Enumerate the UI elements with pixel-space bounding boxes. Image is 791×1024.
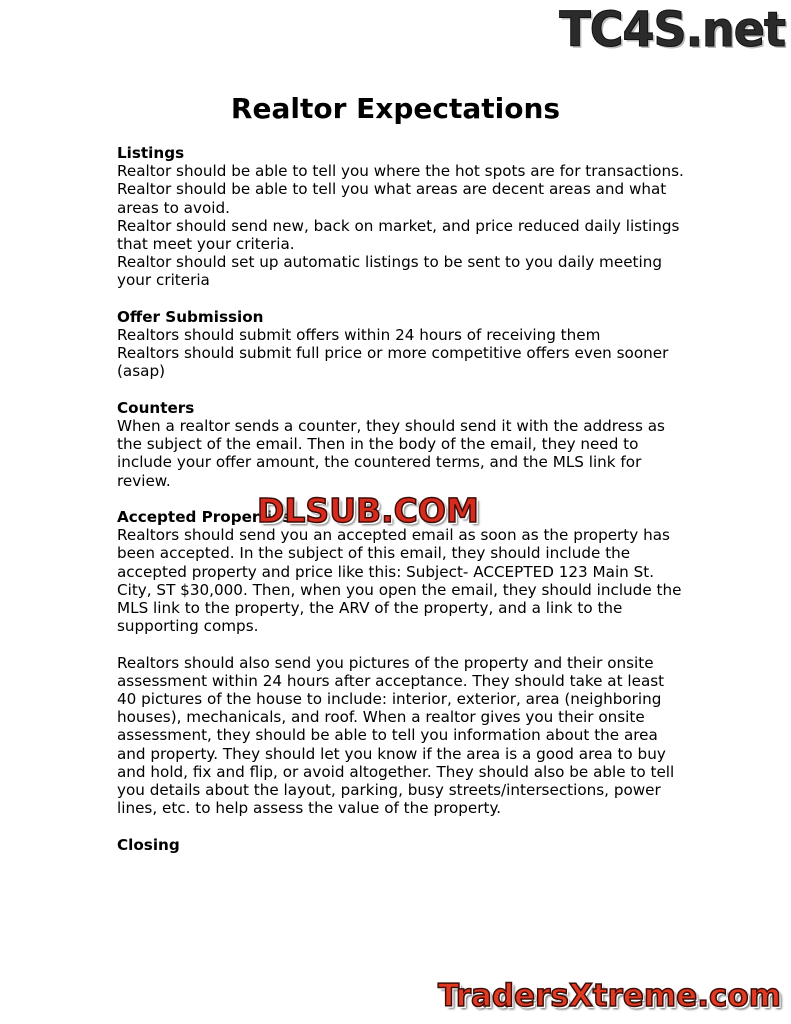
section-listings xyxy=(117,144,687,290)
section-heading-closing: Closing xyxy=(117,835,180,854)
section-heading-listings: Listings xyxy=(117,144,185,162)
listings-paragraph-2: Realtor should be able to tell you what areas are decent areas and what areas to avoid. xyxy=(117,180,667,217)
section-heading-accepted-properties: Accepted Properties xyxy=(117,508,292,527)
dlsub-watermark: DLSUB.COM xyxy=(257,491,479,530)
listings-paragraph-1: Realtor should be able to tell you where the hot spots are for transactions. xyxy=(117,162,684,181)
section-heading-offer-submission: Offer Submission xyxy=(117,307,264,326)
section-offer-submission xyxy=(117,308,687,381)
section-accepted-properties xyxy=(117,508,687,817)
accepted-properties-paragraph-2: Realtors should also send you pictures of the property and their onsite assessment within 24 hours after acceptance. They should take at least 40 pictures of the house to include: interior, exterior, area (neighboring houses), mechanicals, and roof. When a realtor gives you their onsite assessment, they should be able to tell you information about the area and property. They should let you know if the area is a good area to buy and hold, fix and flip, or avoid altogether. They should also be able to tell you details about the layout, parking, busy streets/intersections, power lines, etc. to help assess the value of the property. xyxy=(117,653,675,818)
section-counters xyxy=(117,399,687,490)
accepted-properties-paragraph-1: Realtors should send you an accepted email as soon as the property has been accepted. In the subject of this email, they should include the accepted property and price like this: Subject- ACCEPTED 123 Main St. City, ST $30,000. Then, when you open the email, they should include the MLS link to the property, the ARV of the property, and a link to the supporting comps. xyxy=(117,526,682,636)
listings-paragraph-4: Realtor should set up automatic listings to be sent to you daily meeting your criteria xyxy=(117,253,662,290)
listings-paragraph-3: Realtor should send new, back on market, and price reduced daily listings that meet your criteria. xyxy=(117,216,680,254)
section-closing xyxy=(117,836,687,854)
tc4s-watermark: TC4S.net xyxy=(559,0,785,58)
offer-submission-paragraph-1: Realtors should submit offers within 24 hours of receiving them xyxy=(117,326,601,345)
section-heading-counters: Counters xyxy=(117,398,195,417)
page-title: Realtor Expectations xyxy=(230,92,561,125)
tradersxtreme-watermark: TradersXtreme.com xyxy=(437,978,781,1014)
offer-submission-paragraph-2: Realtors should submit full price or more competitive offers even sooner (asap) xyxy=(117,344,669,381)
counters-paragraph-1: When a realtor sends a counter, they should send it with the address as the subject of the email. Then in the body of the email, they need to include your offer amount, the countered terms, and the MLS link for review. xyxy=(117,417,665,490)
